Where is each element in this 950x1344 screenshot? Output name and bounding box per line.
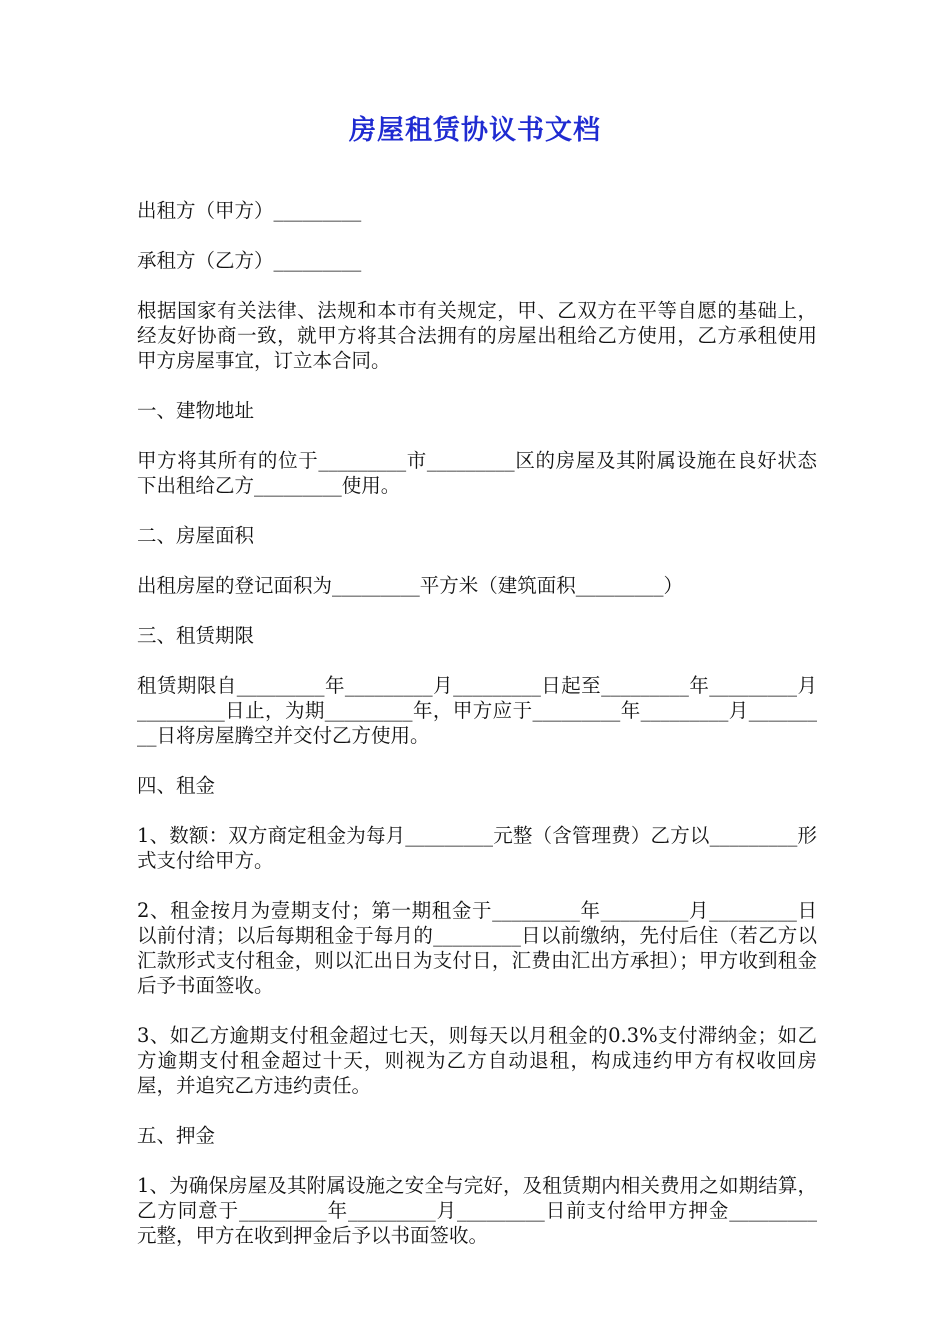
- rent-clause-1: 1、数额：双方商定租金为每月_________元整（含管理费）乙方以_________形式支付给甲方。: [137, 824, 817, 872]
- address-paragraph: 甲方将其所有的位于_________市_________区的房屋及其附属设施在良好状态下出租给乙方_________使用。: [137, 449, 817, 497]
- section-heading-deposit: 五、押金: [137, 1124, 216, 1147]
- document-body: [137, 198, 817, 1273]
- rent-clause-2: 2、租金按月为壹期支付；第一期租金于_________年_________月_________日以前付清；以后每期租金于每月的_________日以前缴纳，先付后住（若乙方以汇款形式支付租金，则以汇出日为支付日，汇费由汇出方承担）；甲方收到租金后予书面签收。: [137, 899, 817, 997]
- area-paragraph: 出租房屋的登记面积为_________平方米（建筑面积_________）: [137, 574, 684, 597]
- preamble-paragraph: 根据国家有关法律、法规和本市有关规定，甲、乙双方在平等自愿的基础上，经友好协商一致，就甲方将其合法拥有的房屋出租给乙方使用，乙方承租使用甲方房屋事宜，订立本合同。: [137, 299, 817, 372]
- section-heading-area: 二、房屋面积: [137, 524, 255, 547]
- term-paragraph: 租赁期限自_________年_________月_________日起至_________年_________月_________日止，为期_________年，甲方应于_________年_________月_________日将房屋腾空并交付乙方使用。: [137, 674, 817, 747]
- party-b-line: 承租方（乙方）_________: [137, 249, 362, 272]
- deposit-clause-1: 1、为确保房屋及其附属设施之安全与完好，及租赁期内相关费用之如期结算，乙方同意于_________年_________月_________日前支付给甲方押金_________元整，甲方在收到押金后予以书面签收。: [137, 1174, 817, 1247]
- section-heading-address: 一、建物地址: [137, 399, 255, 422]
- party-a-line: 出租方（甲方）_________: [137, 199, 362, 222]
- rent-clause-3: 3、如乙方逾期支付租金超过七天，则每天以月租金的0.3%支付滞纳金；如乙方逾期支付租金超过十天，则视为乙方自动退租，构成违约甲方有权收回房屋，并追究乙方违约责任。: [137, 1024, 817, 1097]
- section-heading-term: 三、租赁期限: [137, 624, 255, 647]
- section-heading-rent: 四、租金: [137, 774, 216, 797]
- document-title: 房屋租赁协议书文档: [349, 115, 601, 146]
